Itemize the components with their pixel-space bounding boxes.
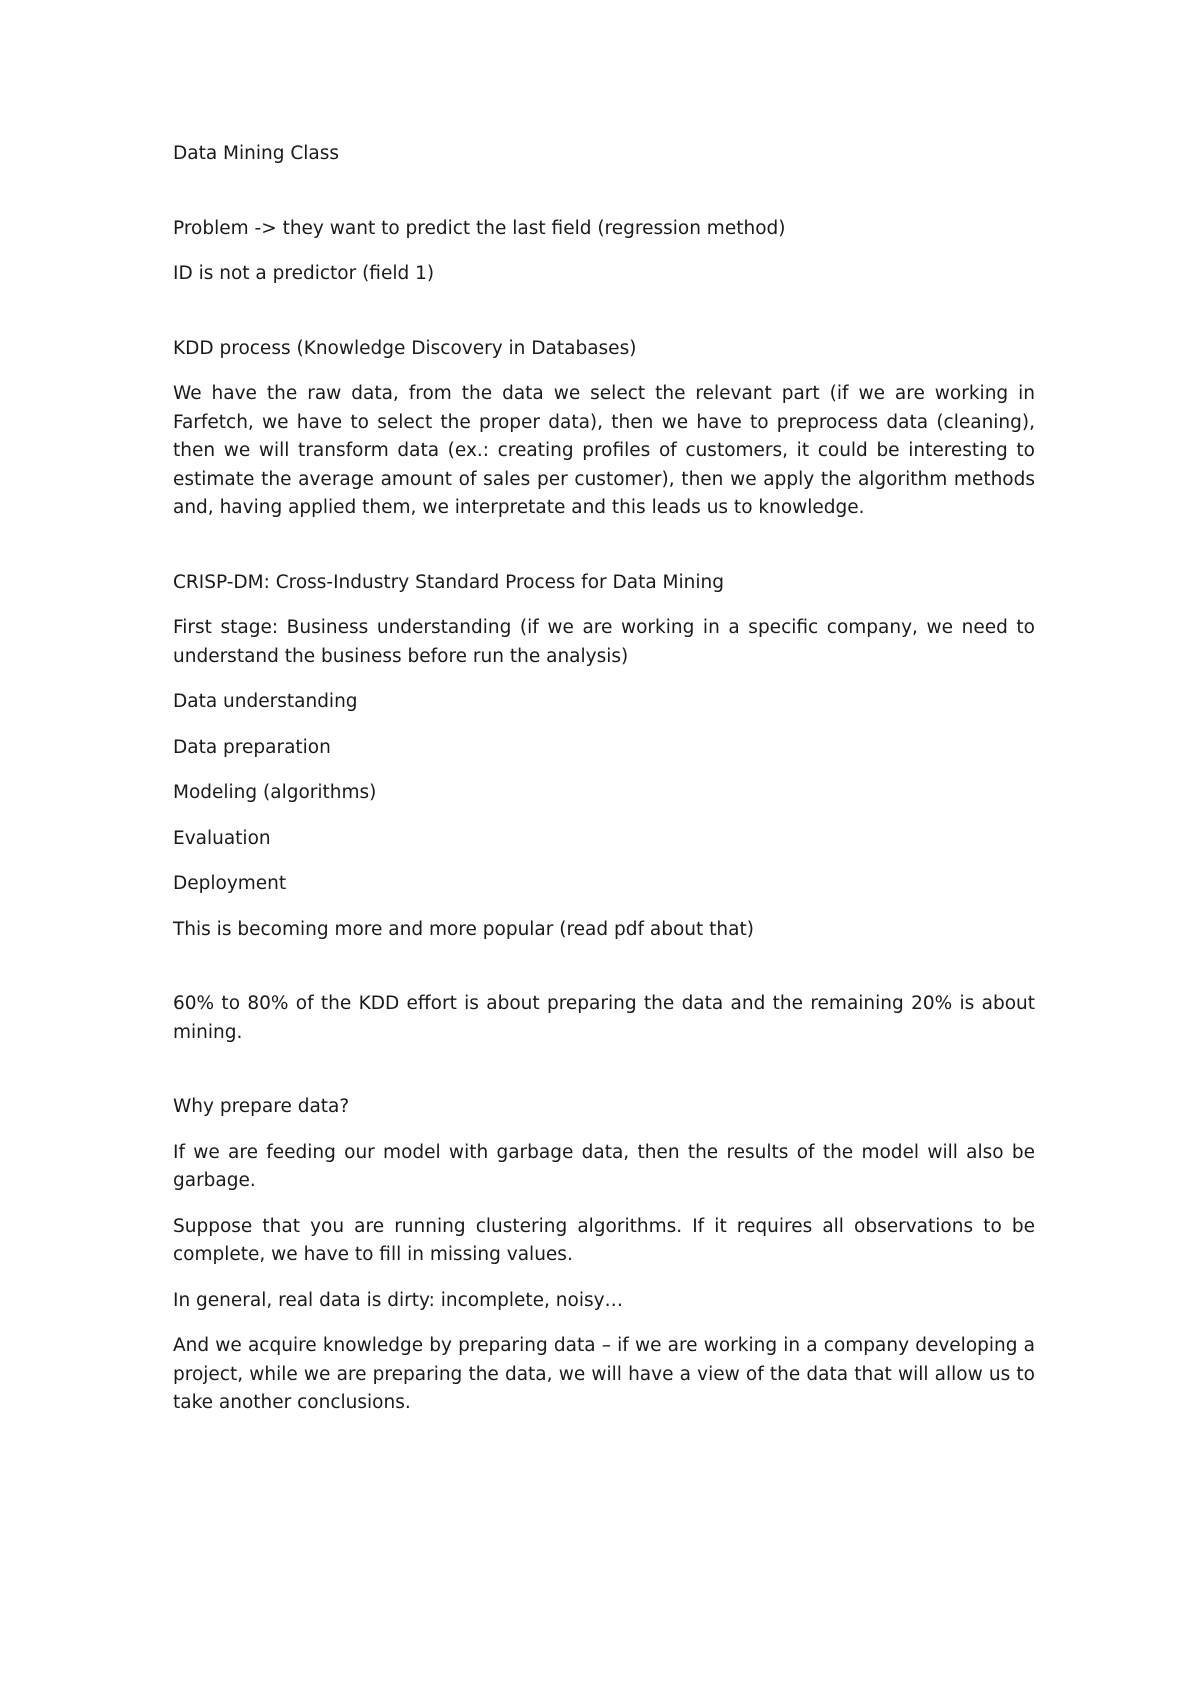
id-line: ID is not a predictor (field 1): [173, 263, 435, 284]
crisp-stage-data-preparation: Data preparation: [173, 736, 331, 758]
why-paragraph-knowledge: And we acquire knowledge by preparing data – if we are working in a company developing a project, while we are preparing the data, we will have a view of the data that will allow us to take another conclusions.: [173, 1335, 1035, 1413]
why-paragraph-garbage: If we are feeding our model with garbage data, then the results of the model will also be garbage.: [173, 1141, 1035, 1191]
crisp-first-stage: First stage: Business understanding (if we are working in a specific company, we need to understand the business before run the analysis): [173, 617, 1035, 667]
why-paragraph-dirty-data: In general, real data is dirty: incomplete, noisy…: [173, 1289, 624, 1311]
kdd-paragraph: We have the raw data, from the data we select the relevant part (if we are working in Farfetch, we have to select the proper data), then we have to preprocess data (cleaning), then we will transform data (ex.: creating profiles of customers, it could be interesting to estimate the average amount of sales per customer), then we apply the algorithm methods and, having applied them, we interpretate and this leads us to knowledge.: [173, 383, 1035, 518]
why-heading: Why prepare data?: [173, 1096, 350, 1117]
effort-paragraph: 60% to 80% of the KDD effort is about preparing the data and the remaining 20% is about mining.: [173, 993, 1035, 1043]
crisp-stage-modeling: Modeling (algorithms): [173, 782, 377, 803]
crisp-stage-evaluation: Evaluation: [173, 827, 271, 849]
crisp-heading: CRISP-DM: Cross-Industry Standard Process for Data Mining: [173, 571, 724, 593]
document-body: [173, 140, 1035, 1435]
crisp-stage-deployment: Deployment: [173, 873, 287, 894]
crisp-note: This is becoming more and more popular (read pdf about that): [173, 918, 754, 940]
document-title: Data Mining Class: [173, 143, 340, 164]
kdd-heading: KDD process (Knowledge Discovery in Databases): [173, 337, 637, 359]
problem-line: Problem -> they want to predict the last field (regression method): [173, 217, 786, 239]
why-paragraph-clustering: Suppose that you are running clustering algorithms. If it requires all observations to be complete, we have to fill in missing values.: [173, 1215, 1035, 1265]
crisp-stage-data-understanding: Data understanding: [173, 691, 358, 712]
